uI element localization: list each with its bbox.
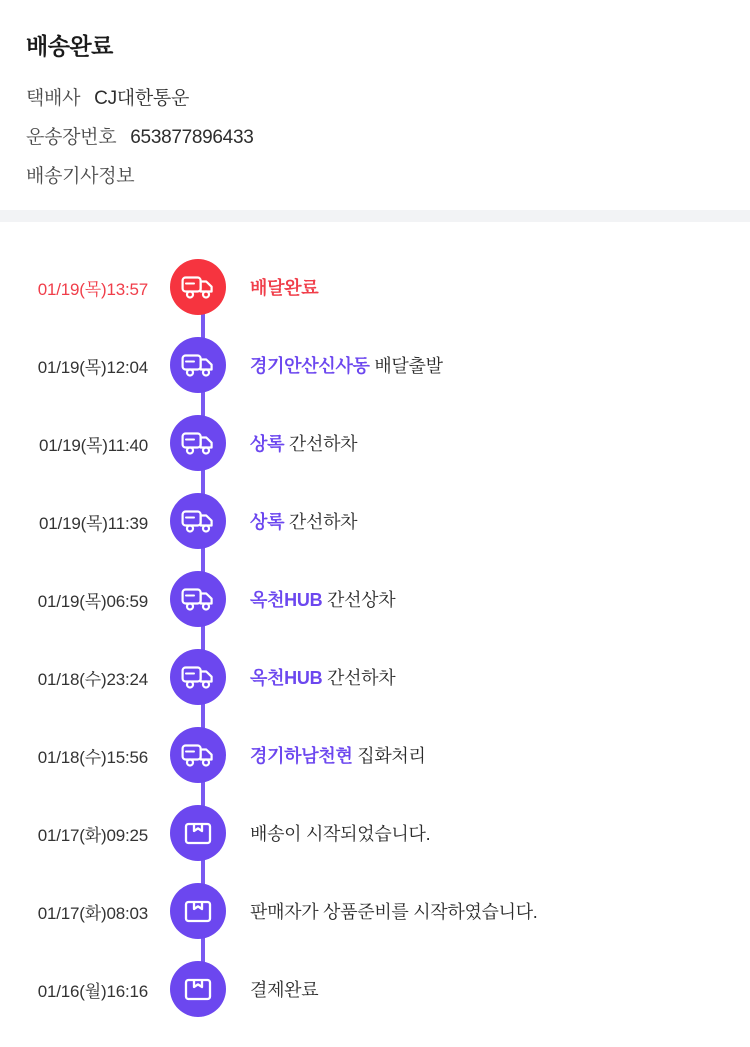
timeline-status: 배송이 시작되었습니다.: [250, 824, 431, 844]
timeline-status: 배달완료: [250, 278, 319, 298]
timeline-timestamp: 01/18(수)23:24: [37, 669, 148, 689]
timeline-item: [0, 950, 750, 1028]
timeline-item: [0, 560, 750, 638]
timeline-status: 배달출발: [374, 356, 443, 376]
timeline-location: 옥천HUB: [250, 668, 323, 688]
timeline-item: [0, 872, 750, 950]
timeline-item: [0, 482, 750, 560]
delivery-summary: [0, 0, 750, 210]
carrier-label: 택배사: [26, 88, 81, 109]
timeline-rows: [0, 248, 750, 1028]
timeline-location: 옥천HUB: [250, 590, 323, 610]
timeline-status: 간선하차: [326, 668, 396, 688]
timeline-location: 상록: [250, 434, 285, 454]
driver-info-label[interactable]: 배송기사정보: [26, 166, 135, 187]
timeline-item: [0, 326, 750, 404]
timeline-item: [0, 248, 750, 326]
timeline-location: 경기하남천현: [250, 746, 353, 766]
timeline-status-text: [226, 820, 430, 846]
timeline-status: 판매자가 상품준비를 시작하였습니다.: [250, 902, 538, 922]
carrier-row: [26, 83, 724, 110]
truck-icon: [170, 727, 226, 783]
timeline-item: [0, 716, 750, 794]
timeline-status: 간선하차: [288, 512, 358, 532]
tracking-number-label: 운송장번호: [26, 127, 117, 148]
timeline-timestamp: 01/19(목)11:40: [39, 435, 148, 455]
timeline-timestamp: 01/16(월)16:16: [37, 981, 148, 1001]
timeline-location: 경기안산신사동: [250, 356, 370, 376]
timeline-timestamp: 01/18(수)15:56: [37, 747, 148, 767]
timeline-status-text: [226, 430, 357, 456]
truck-icon: [170, 259, 226, 315]
timeline-timestamp: 01/19(목)13:57: [37, 279, 148, 299]
truck-icon: [170, 415, 226, 471]
timeline-timestamp: 01/19(목)12:04: [37, 357, 148, 377]
box-icon: [170, 883, 226, 939]
tracking-number-value[interactable]: 653877896433: [130, 127, 254, 148]
timeline-status: 간선하차: [288, 434, 358, 454]
timeline-status-text: [226, 664, 395, 690]
timeline-status-text: [226, 742, 426, 768]
timeline-status-text: [226, 586, 395, 612]
page-title: 배송완료: [26, 33, 113, 59]
timeline-timestamp: 01/19(목)11:39: [39, 513, 148, 533]
timeline-timestamp: 01/19(목)06:59: [37, 591, 148, 611]
box-icon: [170, 805, 226, 861]
timeline-item: [0, 404, 750, 482]
carrier-value: CJ대한통운: [94, 88, 190, 109]
timeline-timestamp: 01/17(화)09:25: [37, 825, 148, 845]
truck-icon: [170, 571, 226, 627]
timeline-status-text: [226, 976, 318, 1002]
truck-icon: [170, 649, 226, 705]
truck-icon: [170, 493, 226, 549]
section-divider: [0, 210, 750, 222]
truck-icon: [170, 337, 226, 393]
delivery-timeline: [0, 222, 750, 1038]
timeline-item: [0, 638, 750, 716]
timeline-location: 상록: [250, 512, 285, 532]
timeline-status: 결제완료: [250, 980, 319, 1000]
timeline-status-text: [226, 274, 318, 300]
timeline-status: 집화처리: [357, 746, 426, 766]
timeline-status: 간선상차: [326, 590, 396, 610]
box-icon: [170, 961, 226, 1017]
timeline-timestamp: 01/17(화)08:03: [37, 903, 148, 923]
timeline-status-text: [226, 898, 538, 924]
tracking-number-row: [26, 122, 724, 149]
timeline-status-text: [226, 352, 443, 378]
timeline-status-text: [226, 508, 357, 534]
timeline-item: [0, 794, 750, 872]
